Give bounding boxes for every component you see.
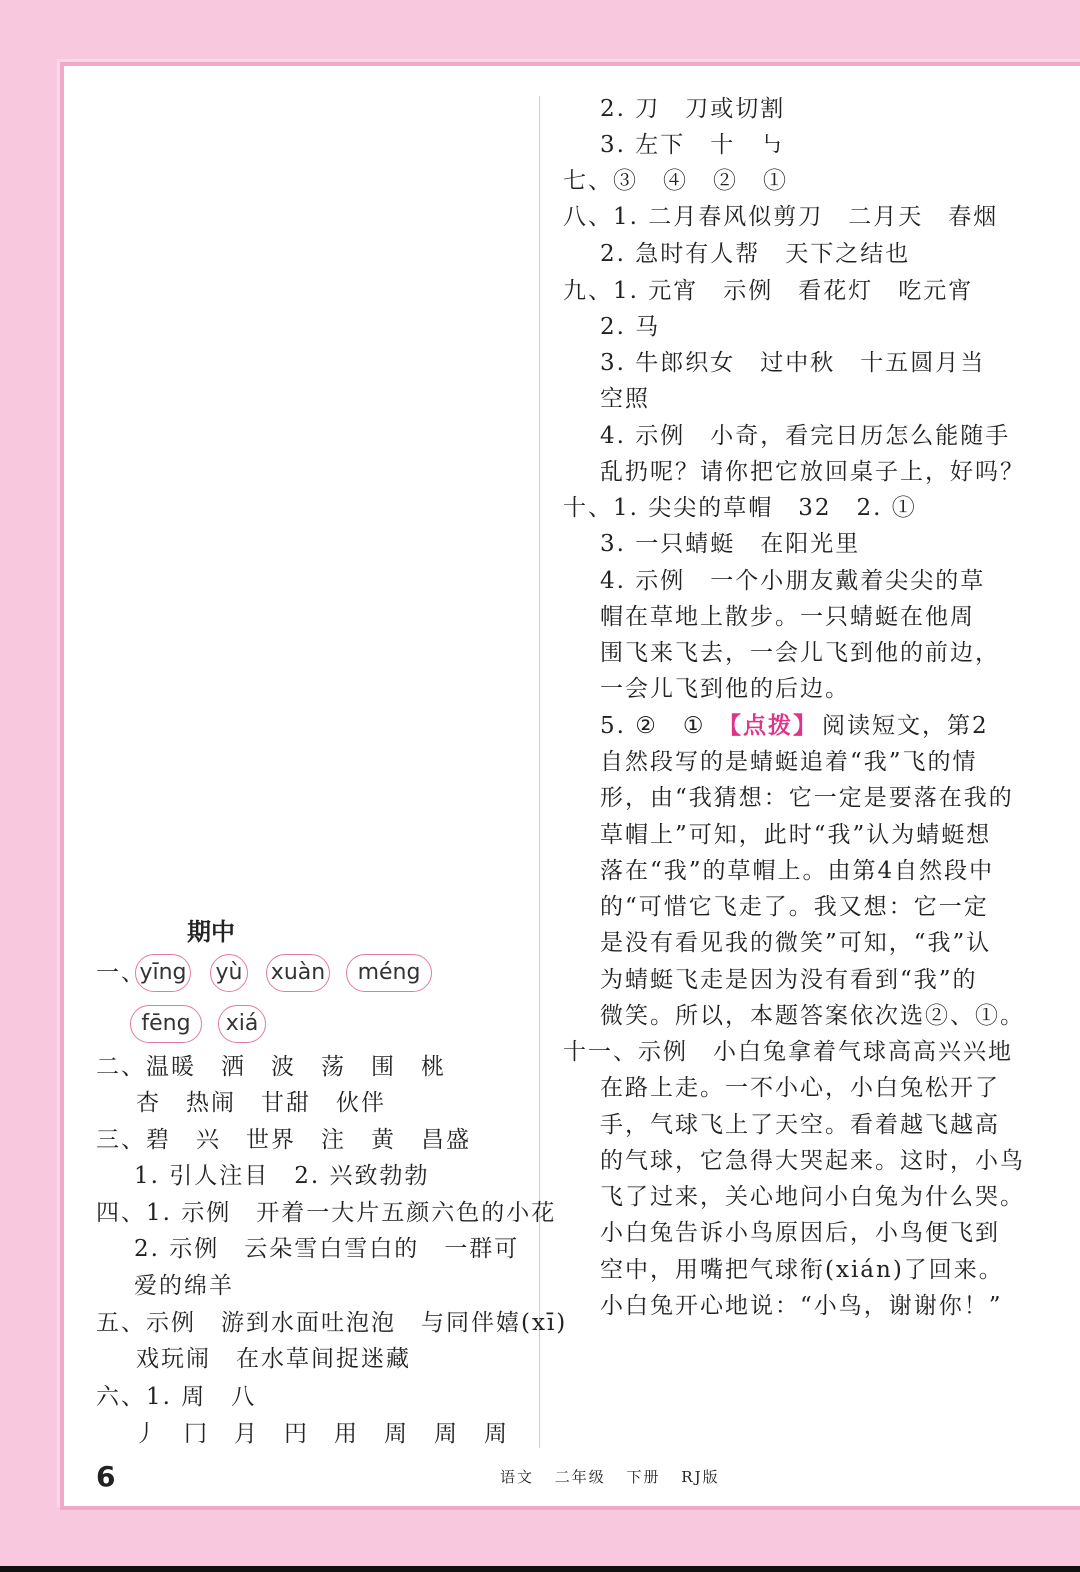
answer-line: 爱的绵羊 — [134, 1273, 234, 1299]
answer-line: 2. 马 — [600, 314, 661, 340]
answer-line: 十、1. 尖尖的草帽 32 2. ① — [563, 495, 917, 521]
answer-line: 2. 示例 云朵雪白雪白的 一群可 — [134, 1236, 520, 1262]
answer-line: 的气球，它急得大哭起来。这时，小鸟 — [600, 1148, 1025, 1174]
answer-line: 自然段写的是蜻蜓追着“我”飞的情 — [600, 749, 978, 775]
pinyin-circle: xiá — [218, 1005, 266, 1043]
answer-line: 八、1. 二月春风似剪刀 二月天 春烟 — [563, 204, 999, 230]
answer-line: 六、1. 周 八 — [96, 1384, 257, 1410]
answer-line: 落在“我”的草帽上。由第4自然段中 — [600, 858, 995, 884]
answer-line: 七、③ ④ ② ① — [563, 168, 788, 194]
section-title: 期中 — [187, 918, 235, 946]
answer-line: 4. 示例 一个小朋友戴着尖尖的草 — [600, 568, 986, 594]
answer-line: 形，由“我猜想：它一定是要落在我的 — [600, 785, 1014, 811]
answer-line: 戏玩闹 在水草间捉迷藏 — [136, 1346, 411, 1372]
answer-line: 四、1. 示例 开着一大片五颜六色的小花 — [96, 1200, 557, 1226]
answer-line: 4. 示例 小奇，看完日历怎么能随手 — [600, 423, 1011, 449]
answer-line: 五、示例 游到水面吐泡泡 与同伴嬉(xī) — [96, 1310, 568, 1336]
answer-line: 帽在草地上散步。一只蜻蜓在他周 — [600, 604, 975, 630]
answer-line: 空照 — [600, 386, 650, 412]
answer-line: 3. 牛郎织女 过中秋 十五圆月当 — [600, 350, 986, 376]
answer-line: 空中，用嘴把气球衔(xián)了回来。 — [600, 1257, 1004, 1283]
q1-label: 一、 — [96, 960, 146, 986]
answer-line: 2. 刀 刀或切割 — [600, 96, 786, 122]
answer-line: 乱扔呢？请你把它放回桌子上，好吗？ — [600, 459, 1025, 485]
pinyin-circle: yīng — [135, 954, 191, 992]
answer-line: 小白兔告诉小鸟原因后，小鸟便飞到 — [600, 1220, 1000, 1246]
stroke-order: 丿 冂 月 円 用 周 周 周 — [134, 1421, 509, 1447]
pinyin-circle: fēng — [130, 1005, 202, 1043]
answer-line: 杏 热闹 甘甜 伙伴 — [136, 1090, 386, 1116]
answer-line: 三、碧 兴 世界 注 黄 昌盛 — [96, 1127, 471, 1153]
pinyin-circle: xuàn — [266, 954, 330, 992]
answer-line: 手，气球飞上了天空。看着越飞越高 — [600, 1112, 1000, 1138]
answer-line: 3. 左下 十 ㇉ — [600, 132, 786, 158]
answer-line: 小白兔开心地说：“小鸟，谢谢你！” — [600, 1293, 1003, 1319]
pinyin-circle: méng — [346, 954, 432, 992]
answer-line: 草帽上”可知，此时“我”认为蜻蜓想 — [600, 822, 992, 848]
answer-line: 1. 引人注目 2. 兴致勃勃 — [134, 1163, 430, 1189]
answer-line: 九、1. 元宵 示例 看花灯 吃元宵 — [563, 278, 974, 304]
book-info: 语文 二年级 下册 RJ版 — [500, 1468, 720, 1486]
answer-line: 在路上走。一不小心，小白兔松开了 — [600, 1075, 1000, 1101]
pinyin-circle: yù — [210, 954, 248, 992]
answer-line: 是没有看见我的微笑”可知，“我”认 — [600, 930, 992, 956]
hint-badge: 【点拨】 — [718, 713, 818, 739]
answer-line: 阅读短文，第2 — [822, 713, 989, 739]
column-divider — [539, 96, 540, 1448]
answer-line: 5. ② ① — [600, 713, 706, 739]
answer-line: 的“可惜它飞走了。我又想：它一定 — [600, 894, 989, 920]
answer-line: 2. 急时有人帮 天下之结也 — [600, 241, 911, 267]
page-number: 6 — [96, 1460, 116, 1493]
answer-line: 十一、示例 小白兔拿着气球高高兴兴地 — [563, 1039, 1013, 1065]
answer-line: 为蜻蜓飞走是因为没有看到“我”的 — [600, 967, 978, 993]
answer-line: 一会儿飞到他的后边。 — [600, 676, 850, 702]
answer-line: 3. 一只蜻蜓 在阳光里 — [600, 531, 861, 557]
answer-line: 二、温暖 洒 波 荡 围 桃 — [96, 1054, 446, 1080]
bottom-edge — [0, 1566, 1080, 1572]
answer-line: 飞了过来，关心地问小白兔为什么哭。 — [600, 1184, 1025, 1210]
answer-line: 微笑。所以，本题答案依次选②、①。 — [600, 1003, 1025, 1029]
answer-line: 围飞来飞去，一会儿飞到他的前边， — [600, 640, 1000, 666]
